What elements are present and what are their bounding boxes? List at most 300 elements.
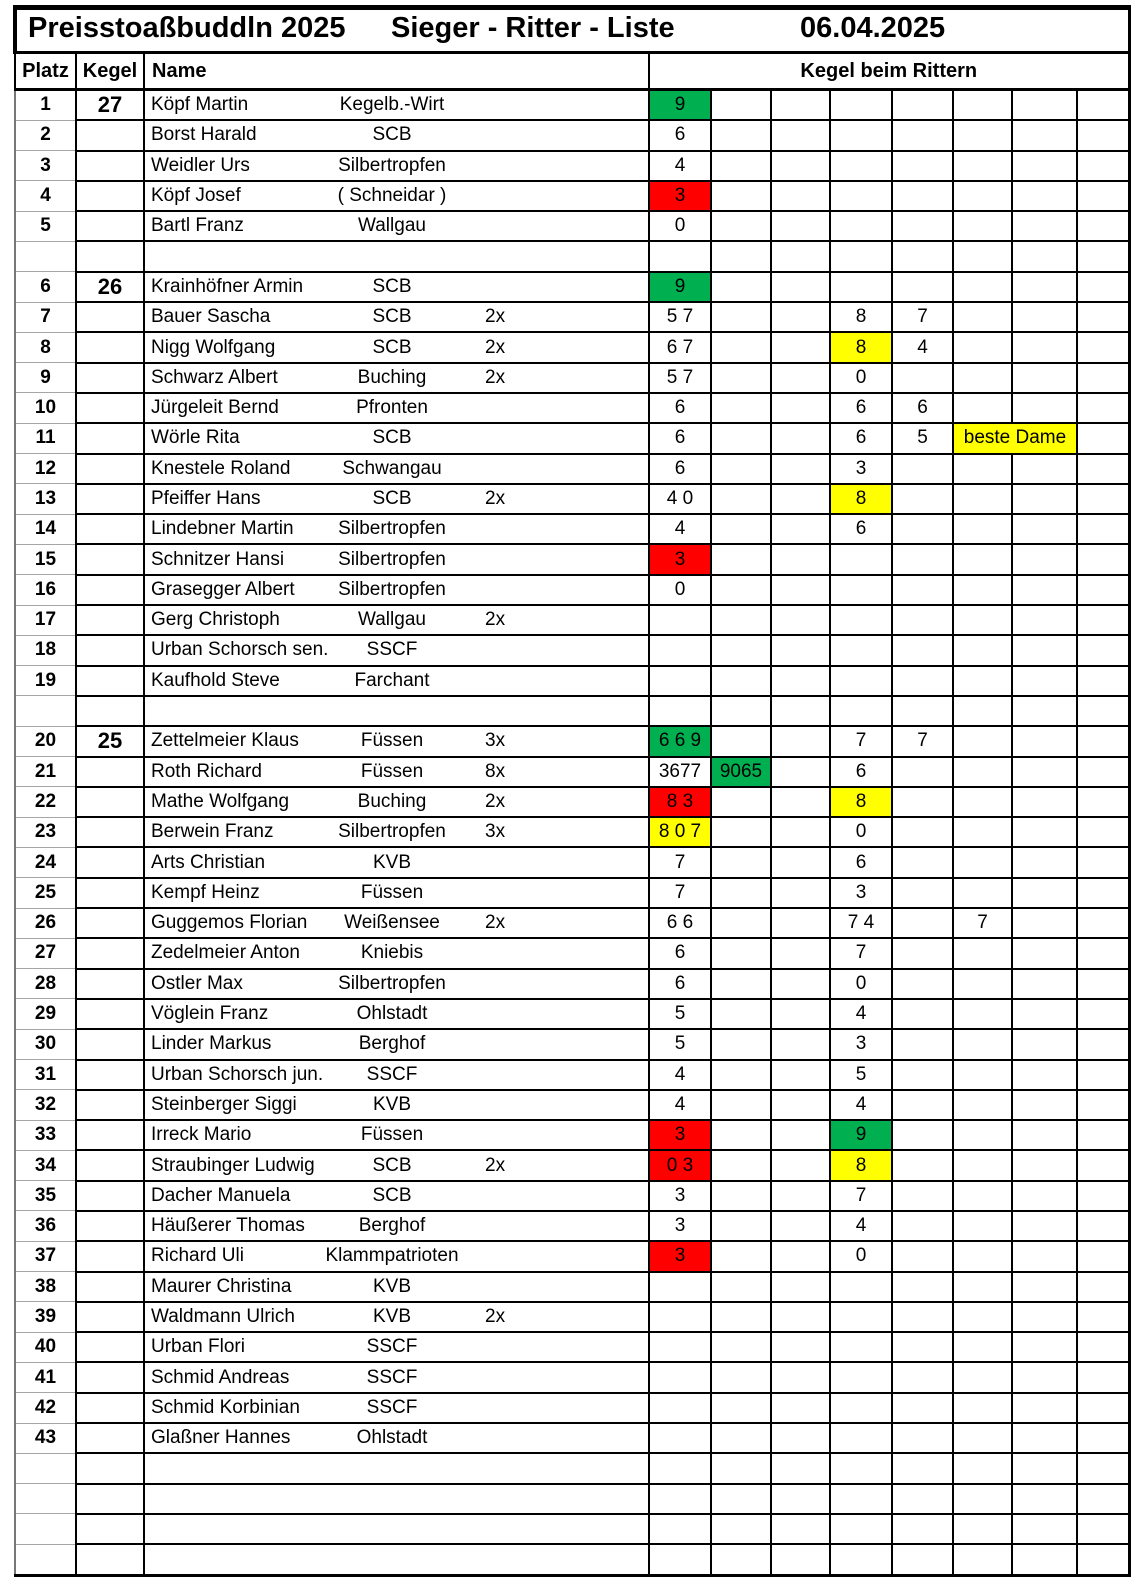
table-row (15, 302, 1129, 332)
score-cell (953, 90, 1012, 121)
rank-cell: 2 (15, 120, 76, 150)
club-name: Silbertropfen (338, 972, 446, 994)
name-cell (144, 332, 649, 362)
club-name: Silbertropfen (338, 821, 446, 843)
score-cell (771, 514, 830, 544)
score-cell (830, 1272, 892, 1302)
score-cell (1077, 666, 1129, 696)
score-cell (711, 1181, 771, 1211)
note-cell: beste Dame (953, 423, 1077, 453)
score-cell (953, 847, 1012, 877)
score-cell (711, 908, 771, 938)
score-cell: 7 (892, 726, 953, 756)
score-cell (1077, 575, 1129, 605)
score-cell (1077, 1150, 1129, 1180)
kegel-cell (76, 1241, 144, 1271)
score-cell (771, 120, 830, 150)
club-name: Farchant (354, 669, 430, 691)
score-cell (1012, 1423, 1077, 1453)
score-cell (1012, 969, 1077, 999)
club-name: Berghof (358, 1033, 426, 1055)
club-name: SCB (372, 427, 412, 449)
score-cell (649, 1302, 711, 1332)
score-cell: 9 (830, 1120, 892, 1150)
name-cell (144, 302, 649, 332)
player-name: Straubinger Ludwig (151, 1154, 315, 1176)
score-cell (892, 211, 953, 241)
score-cell (771, 969, 830, 999)
name-cell (144, 605, 649, 635)
score-cell (953, 787, 1012, 817)
score-cell (953, 1029, 1012, 1059)
score-cell (711, 938, 771, 968)
table-body (15, 90, 1129, 1576)
kegel-cell (76, 151, 144, 181)
blank-row (15, 1484, 1129, 1514)
score-cell (1077, 1029, 1129, 1059)
score-cell (892, 1150, 953, 1180)
score-cell (1077, 1060, 1129, 1090)
score-cell (711, 1362, 771, 1392)
rank-cell: 39 (15, 1302, 76, 1332)
score-cell: 6 6 9 (649, 726, 711, 756)
score-cell (711, 1332, 771, 1362)
player-name: Wörle Rita (151, 427, 240, 449)
blank-row (15, 1453, 1129, 1483)
multiplier: 2x (485, 488, 506, 509)
kegel-cell (76, 211, 144, 241)
score-cell (953, 878, 1012, 908)
score-cell (892, 1029, 953, 1059)
name-cell (144, 938, 649, 968)
score-cell: 6 (649, 423, 711, 453)
player-name: Steinberger Siggi (151, 1093, 297, 1115)
player-name: Berwein Franz (151, 821, 274, 843)
score-cell (953, 1393, 1012, 1423)
name-cell (144, 1544, 649, 1575)
col-header-platz: Platz (15, 53, 76, 90)
header-row (15, 53, 1129, 90)
table-row (15, 332, 1129, 362)
club-name: Silbertropfen (338, 154, 446, 176)
score-cell (771, 1332, 830, 1362)
score-cell (1012, 1060, 1077, 1090)
score-cell (892, 1181, 953, 1211)
score-cell (1077, 151, 1129, 181)
score-cell (711, 332, 771, 362)
score-cell (1012, 1272, 1077, 1302)
rank-cell: 33 (15, 1120, 76, 1150)
score-cell (1077, 1484, 1129, 1514)
score-cell (711, 241, 771, 271)
score-cell (953, 514, 1012, 544)
rank-cell: 8 (15, 332, 76, 362)
score-cell: 6 (649, 393, 711, 423)
name-cell (144, 1060, 649, 1090)
score-cell (649, 1514, 711, 1544)
score-cell (892, 1484, 953, 1514)
score-cell (711, 302, 771, 332)
score-cell (892, 1060, 953, 1090)
score-cell (1077, 1544, 1129, 1575)
player-name: Linder Markus (151, 1033, 272, 1055)
score-cell (711, 544, 771, 574)
kegel-cell (76, 1484, 144, 1514)
score-cell: 6 (649, 969, 711, 999)
score-cell (892, 1453, 953, 1483)
score-cell (771, 211, 830, 241)
player-name: Knestele Roland (151, 457, 291, 479)
score-cell (830, 1393, 892, 1423)
score-cell (771, 1241, 830, 1271)
player-name: Köpf Martin (151, 94, 249, 116)
score-cell (1012, 181, 1077, 211)
score-cell (649, 1362, 711, 1392)
blank-row (15, 1544, 1129, 1575)
score-cell (711, 1150, 771, 1180)
name-cell (144, 1211, 649, 1241)
club-name: Buching (357, 366, 427, 388)
score-cell (649, 1544, 711, 1575)
score-cell (711, 454, 771, 484)
kegel-cell (76, 181, 144, 211)
player-name: Borst Harald (151, 124, 257, 146)
score-cell (953, 999, 1012, 1029)
results-table (13, 5, 1131, 1577)
kegel-cell (76, 484, 144, 514)
table-row (15, 999, 1129, 1029)
rank-cell: 25 (15, 878, 76, 908)
score-cell (830, 1453, 892, 1483)
score-cell (892, 1423, 953, 1453)
score-cell (892, 454, 953, 484)
score-cell (771, 1060, 830, 1090)
score-cell: 4 (649, 151, 711, 181)
kegel-cell (76, 1362, 144, 1392)
score-cell: 0 3 (649, 1150, 711, 1180)
score-cell (830, 544, 892, 574)
score-cell: 8 (830, 332, 892, 362)
score-cell (953, 332, 1012, 362)
score-cell (771, 1393, 830, 1423)
score-cell (711, 575, 771, 605)
kegel-cell (76, 999, 144, 1029)
score-cell (771, 1120, 830, 1150)
club-name: Kniebis (360, 942, 424, 964)
score-cell (892, 1090, 953, 1120)
score-cell (830, 241, 892, 271)
player-name: Glaßner Hannes (151, 1427, 291, 1449)
score-cell (1012, 847, 1077, 877)
rank-cell: 12 (15, 454, 76, 484)
player-name: Kempf Heinz (151, 881, 260, 903)
score-cell (649, 1393, 711, 1423)
score-cell (711, 1211, 771, 1241)
score-cell (1012, 120, 1077, 150)
rank-cell: 32 (15, 1090, 76, 1120)
score-cell (1012, 1181, 1077, 1211)
score-cell (771, 635, 830, 665)
player-name: Mathe Wolfgang (151, 790, 290, 812)
name-cell (144, 847, 649, 877)
kegel-cell (76, 575, 144, 605)
score-cell (1077, 1453, 1129, 1483)
score-cell (771, 90, 830, 121)
score-cell (1077, 999, 1129, 1029)
club-name: Füssen (360, 881, 424, 903)
score-cell (771, 878, 830, 908)
rank-cell: 4 (15, 181, 76, 211)
rank-cell: 22 (15, 787, 76, 817)
club-name: SCB (372, 275, 412, 297)
club-name: SCB (372, 124, 412, 146)
score-cell (649, 1332, 711, 1362)
score-cell (1077, 363, 1129, 393)
name-cell (144, 393, 649, 423)
score-cell: 5 (830, 1060, 892, 1090)
score-cell (1012, 272, 1077, 302)
score-cell (953, 1362, 1012, 1392)
score-cell (892, 1120, 953, 1150)
club-name: SSCF (366, 1366, 418, 1388)
rank-cell: 36 (15, 1211, 76, 1241)
score-cell (711, 1120, 771, 1150)
score-cell (892, 1362, 953, 1392)
club-name: Silbertropfen (338, 578, 446, 600)
score-cell (649, 605, 711, 635)
score-cell (1012, 1514, 1077, 1544)
score-cell (771, 999, 830, 1029)
table-row (15, 1090, 1129, 1120)
score-cell (953, 151, 1012, 181)
score-cell (1077, 1514, 1129, 1544)
kegel-cell (76, 544, 144, 574)
score-cell (830, 90, 892, 121)
score-cell (953, 1514, 1012, 1544)
score-cell (1077, 1272, 1129, 1302)
table-row (15, 120, 1129, 150)
score-cell (1012, 454, 1077, 484)
table-row (15, 181, 1129, 211)
score-cell: 3 (649, 1181, 711, 1211)
rank-cell: 41 (15, 1362, 76, 1392)
score-cell (1012, 211, 1077, 241)
score-cell: 3 (830, 454, 892, 484)
kegel-cell (76, 757, 144, 787)
player-name: Guggemos Florian (151, 912, 308, 934)
name-cell (144, 544, 649, 574)
club-name: SSCF (366, 639, 418, 661)
club-name: KVB (372, 1093, 412, 1115)
score-cell: 3 (649, 544, 711, 574)
score-cell: 6 (892, 393, 953, 423)
score-cell (1012, 999, 1077, 1029)
score-cell (1012, 757, 1077, 787)
rank-cell (15, 696, 76, 726)
score-cell (892, 1241, 953, 1271)
kegel-cell: 27 (76, 90, 144, 121)
score-cell (892, 787, 953, 817)
rank-cell: 3 (15, 151, 76, 181)
score-cell (711, 1544, 771, 1575)
name-cell (144, 1090, 649, 1120)
score-cell (711, 1393, 771, 1423)
score-cell (953, 666, 1012, 696)
score-cell: 7 (830, 1181, 892, 1211)
rank-cell: 43 (15, 1423, 76, 1453)
score-cell (892, 878, 953, 908)
score-cell (771, 332, 830, 362)
score-cell: 6 6 (649, 908, 711, 938)
score-cell (953, 1060, 1012, 1090)
score-cell: 8 0 7 (649, 817, 711, 847)
kegel-cell (76, 635, 144, 665)
score-cell: 5 (892, 423, 953, 453)
rank-cell: 1 (15, 90, 76, 121)
score-cell (830, 605, 892, 635)
kegel-cell (76, 302, 144, 332)
score-cell (711, 847, 771, 877)
score-cell (1012, 726, 1077, 756)
player-name: Gerg Christoph (151, 609, 280, 631)
score-cell (953, 1484, 1012, 1514)
table-row (15, 666, 1129, 696)
name-cell (144, 1150, 649, 1180)
score-cell: 5 7 (649, 363, 711, 393)
score-cell (953, 1423, 1012, 1453)
kegel-cell (76, 1120, 144, 1150)
score-cell (1077, 1120, 1129, 1150)
score-cell: 6 (649, 938, 711, 968)
score-cell (771, 484, 830, 514)
score-cell (1012, 1150, 1077, 1180)
club-name: Kegelb.-Wirt (339, 94, 445, 116)
kegel-cell (76, 847, 144, 877)
name-cell (144, 726, 649, 756)
rank-cell (15, 1544, 76, 1575)
score-cell (711, 1514, 771, 1544)
kegel-cell (76, 696, 144, 726)
score-cell (953, 1090, 1012, 1120)
score-cell (892, 635, 953, 665)
name-cell (144, 211, 649, 241)
score-cell: 7 (830, 938, 892, 968)
score-cell (953, 1544, 1012, 1575)
score-cell (649, 696, 711, 726)
score-cell (771, 181, 830, 211)
score-cell (1077, 847, 1129, 877)
score-cell (1077, 969, 1129, 999)
rank-cell: 5 (15, 211, 76, 241)
score-cell (1012, 241, 1077, 271)
rank-cell: 35 (15, 1181, 76, 1211)
rank-cell: 17 (15, 605, 76, 635)
score-cell (1077, 1302, 1129, 1332)
score-cell (953, 120, 1012, 150)
name-cell (144, 120, 649, 150)
score-cell (771, 1211, 830, 1241)
player-name: Lindebner Martin (151, 518, 294, 540)
score-cell: 0 (649, 575, 711, 605)
player-name: Irreck Mario (151, 1124, 252, 1146)
rank-cell: 10 (15, 393, 76, 423)
score-cell (771, 666, 830, 696)
score-cell (953, 726, 1012, 756)
score-cell (1077, 817, 1129, 847)
kegel-cell: 25 (76, 726, 144, 756)
club-name: KVB (372, 1275, 412, 1297)
multiplier: 3x (485, 821, 506, 843)
player-name: Waldmann Ulrich (151, 1306, 295, 1328)
score-cell (953, 817, 1012, 847)
score-cell (892, 938, 953, 968)
name-cell (144, 575, 649, 605)
club-name: SCB (372, 1154, 412, 1176)
name-cell (144, 1453, 649, 1483)
score-cell (953, 1150, 1012, 1180)
blank-row (15, 241, 1129, 271)
player-name: Zettelmeier Klaus (151, 730, 299, 752)
score-cell (953, 181, 1012, 211)
score-cell (830, 211, 892, 241)
multiplier: 2x (485, 336, 506, 358)
name-cell (144, 635, 649, 665)
name-cell (144, 1272, 649, 1302)
score-cell (771, 363, 830, 393)
kegel-cell (76, 1453, 144, 1483)
kegel-cell: 26 (76, 272, 144, 302)
score-cell (1077, 1393, 1129, 1423)
score-cell (649, 666, 711, 696)
name-cell (144, 1423, 649, 1453)
name-cell (144, 1393, 649, 1423)
score-cell: 6 (649, 454, 711, 484)
score-cell (711, 514, 771, 544)
club-name: Silbertropfen (338, 548, 446, 570)
score-cell (771, 1181, 830, 1211)
player-name: Vöglein Franz (151, 1003, 269, 1025)
score-cell: 4 (830, 999, 892, 1029)
name-cell (144, 1120, 649, 1150)
club-name: SSCF (366, 1063, 418, 1085)
table-row (15, 938, 1129, 968)
kegel-cell (76, 787, 144, 817)
score-cell (892, 1393, 953, 1423)
score-cell (892, 1544, 953, 1575)
club-name: SCB (372, 336, 412, 358)
name-cell (144, 1484, 649, 1514)
score-cell: 0 (830, 363, 892, 393)
club-name: ( Schneidar ) (337, 185, 447, 207)
score-cell (771, 454, 830, 484)
kegel-cell (76, 393, 144, 423)
score-cell (771, 696, 830, 726)
player-name: Urban Schorsch sen. (151, 639, 329, 661)
blank-row (15, 1514, 1129, 1544)
score-cell (771, 726, 830, 756)
score-cell (953, 575, 1012, 605)
score-cell (1012, 1211, 1077, 1241)
score-cell (892, 757, 953, 787)
name-cell (144, 454, 649, 484)
table-row (15, 847, 1129, 877)
score-cell (649, 635, 711, 665)
kegel-cell (76, 1514, 144, 1544)
club-name: Füssen (360, 760, 424, 782)
rank-cell: 21 (15, 757, 76, 787)
score-cell (771, 1362, 830, 1392)
table-row (15, 1029, 1129, 1059)
